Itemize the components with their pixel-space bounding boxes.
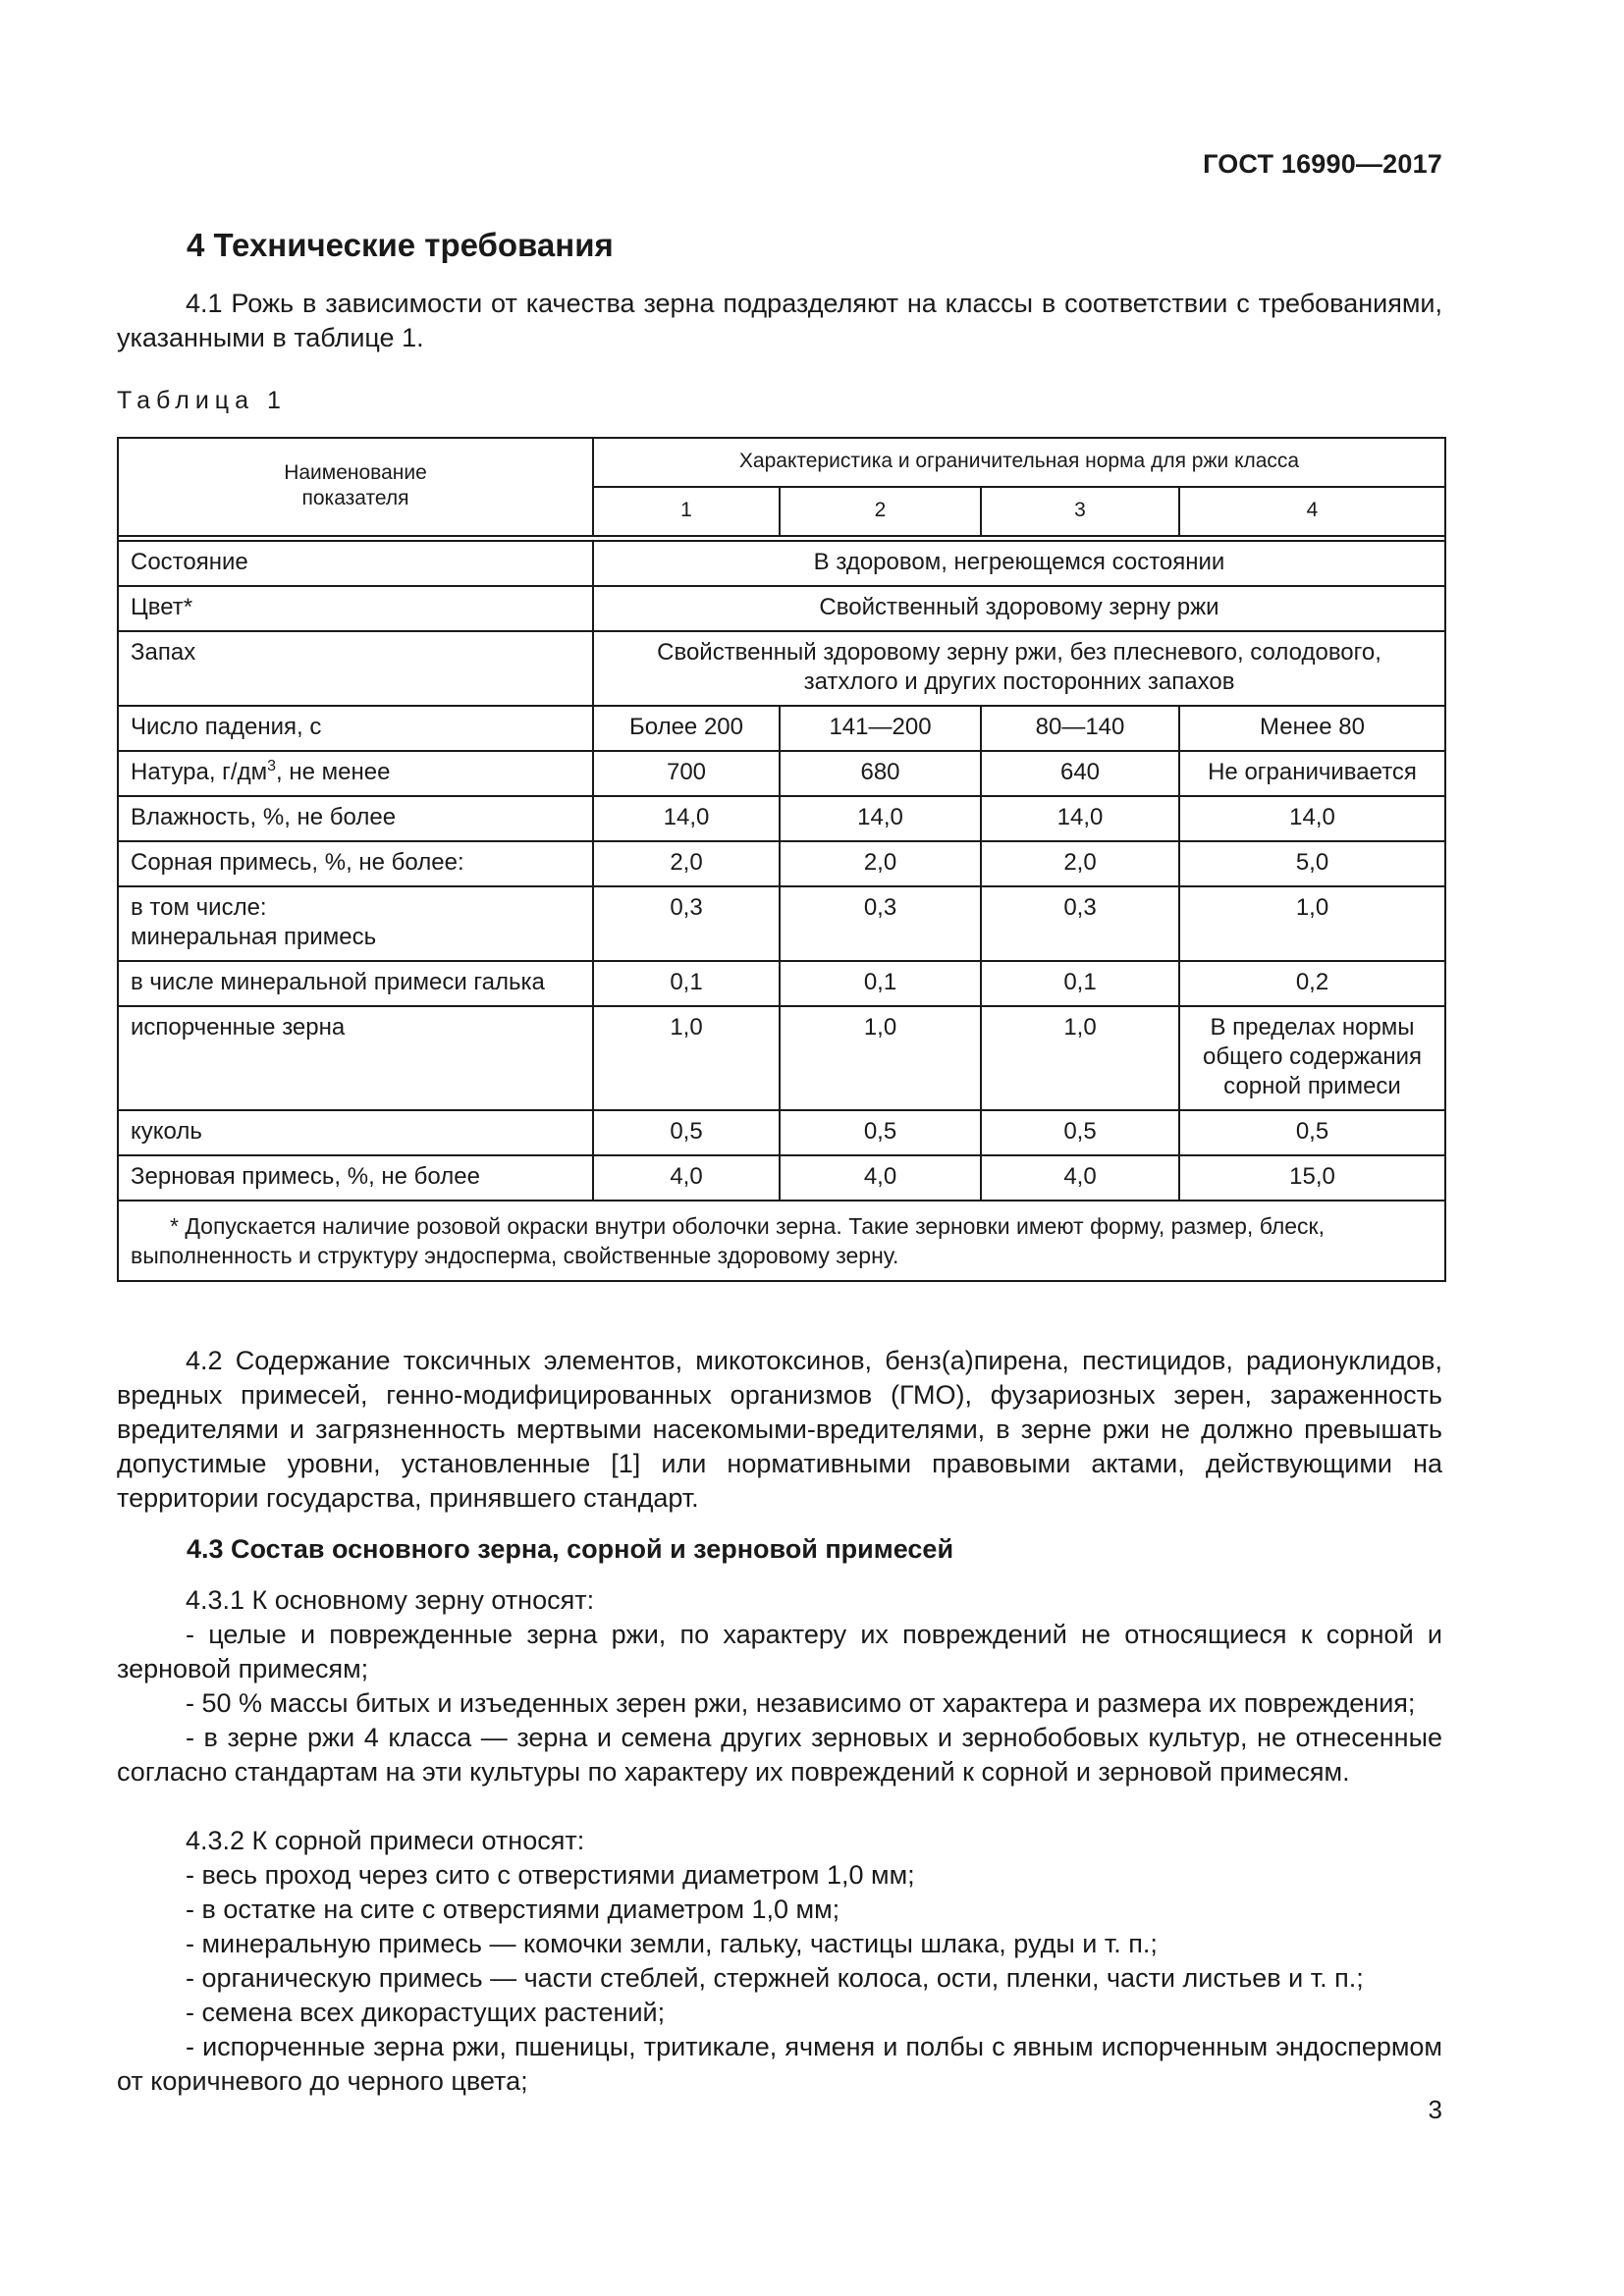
header-class: 1	[593, 487, 780, 536]
table-row	[118, 631, 1445, 706]
table-row	[118, 1155, 1445, 1201]
row-name: Сорная примесь, %, не более:	[118, 841, 593, 886]
requirements-table	[117, 437, 1446, 1282]
row-name: в том числе: минеральная примесь	[118, 886, 593, 961]
paragraph-4-2: 4.2 Содержание токсичных элементов, микотоксинов, бенз(а)пирена, пестицидов, радионуклидов, вредных примесей, генно-модифицированных организмов (ГМО), фузариозных зерен, зараженность вредителями и загрязненность мертвыми насекомыми-вредителями, в зерне ржи не должно превышать допустимые уровни, установленные [1] или нормативными правовыми актами, действующими на территории государства, принявшего стандарт.	[117, 1346, 1442, 1513]
list-item: - испорченные зерна ржи, пшеницы, тритикале, ячменя и полбы с явным испорченным эндоспермом от коричневого до черного цвета;	[117, 2032, 1442, 2096]
cell: 2,0	[780, 841, 981, 886]
cell: Более 200	[593, 706, 780, 751]
subsection-title: 4.3 Состав основного зерна, сорной и зерновой примесей	[187, 1534, 954, 1564]
header-indicator: Наименование показателя	[118, 438, 593, 536]
cell: 0,5	[780, 1110, 981, 1155]
document-code: ГОСТ 16990—2017	[1203, 149, 1442, 179]
table-row	[118, 1110, 1445, 1155]
header-class: 3	[981, 487, 1179, 536]
cell: 0,3	[780, 886, 981, 961]
row-name: испорченные зерна	[118, 1006, 593, 1110]
row-name	[118, 751, 593, 796]
row-name: Запах	[118, 631, 593, 706]
cell: 0,5	[593, 1110, 780, 1155]
section-title: 4 Технические требования	[187, 227, 614, 263]
cell: 640	[981, 751, 1179, 796]
row-name: Число падения, с	[118, 706, 593, 751]
cell: 141—200	[780, 706, 981, 751]
cell: 2,0	[981, 841, 1179, 886]
table-caption: Таблица 1	[117, 387, 287, 414]
cell: 0,1	[981, 961, 1179, 1006]
table-row	[118, 751, 1445, 796]
cell: В пределах нормы общего содержания сорной примеси	[1179, 1006, 1445, 1110]
page-number: 3	[1428, 2095, 1442, 2124]
cell: Не ограничивается	[1179, 751, 1445, 796]
table-row	[118, 706, 1445, 751]
table-row	[118, 841, 1445, 886]
row-value: Свойственный здоровому зерну ржи	[593, 586, 1445, 631]
paragraph-4-1: 4.1 Рожь в зависимости от качества зерна подразделяют на классы в соответствии с требованиями, указанными в таблице 1.	[117, 289, 1442, 352]
table-footnote: * Допускается наличие розовой окраски внутри оболочки зерна. Такие зерновки имеют форму, размер, блеск, выполненность и структуру эндосперма, свойственные здоровому зерну.	[118, 1201, 1445, 1281]
cell: 4,0	[981, 1155, 1179, 1201]
cell: Менее 80	[1179, 706, 1445, 751]
list-item: - органическую примесь — части стеблей, стержней колоса, ости, пленки, части листьев и т. п.;	[186, 1963, 1364, 1993]
header-class: 4	[1179, 487, 1445, 536]
row-name: Состояние	[118, 541, 593, 586]
table-row	[118, 961, 1445, 1006]
cell: 700	[593, 751, 780, 796]
row-name-main: Натура, г/дм	[131, 759, 268, 785]
cell: 14,0	[981, 796, 1179, 841]
list-item: - в остатке на сите с отверстиями диаметром 1,0 мм;	[186, 1895, 840, 1924]
list-item: - минеральную примесь — комочки земли, гальку, частицы шлака, руды и т. п.;	[186, 1929, 1158, 1958]
row-name: в числе минеральной примеси галька	[118, 961, 593, 1006]
cell: 1,0	[1179, 886, 1445, 961]
cell: 680	[780, 751, 981, 796]
header-class-group: Характеристика и ограничительная норма для ржи класса	[593, 438, 1445, 487]
cell: 2,0	[593, 841, 780, 886]
paragraph-4-3-1	[117, 1583, 1442, 1789]
table-row	[118, 586, 1445, 631]
cell: 0,3	[593, 886, 780, 961]
paragraph-lead: 4.3.2 К сорной примеси относят:	[186, 1826, 585, 1855]
cell: 0,1	[593, 961, 780, 1006]
cell: 1,0	[593, 1006, 780, 1110]
cell: 5,0	[1179, 841, 1445, 886]
cell: 1,0	[981, 1006, 1179, 1110]
row-name-sup: 3	[267, 758, 277, 774]
table-row	[118, 541, 1445, 586]
row-name: Влажность, %, не более	[118, 796, 593, 841]
cell: 80—140	[981, 706, 1179, 751]
cell: 0,1	[780, 961, 981, 1006]
header-class: 2	[780, 487, 981, 536]
table-row	[118, 796, 1445, 841]
table-row	[118, 1006, 1445, 1110]
paragraph-4-3-2	[117, 1824, 1442, 2099]
row-value: Свойственный здоровому зерну ржи, без плесневого, солодового, затхлого и других посторонних запахов	[593, 631, 1445, 706]
row-name: Зерновая примесь, %, не более	[118, 1155, 593, 1201]
list-item: - весь проход через сито с отверстиями диаметром 1,0 мм;	[186, 1860, 915, 1890]
cell: 14,0	[593, 796, 780, 841]
cell: 1,0	[780, 1006, 981, 1110]
cell: 4,0	[780, 1155, 981, 1201]
cell: 14,0	[1179, 796, 1445, 841]
cell: 4,0	[593, 1155, 780, 1201]
table-row	[118, 886, 1445, 961]
cell: 0,5	[981, 1110, 1179, 1155]
row-value: В здоровом, негреющемся состоянии	[593, 541, 1445, 586]
cell: 14,0	[780, 796, 981, 841]
paragraph-lead: 4.3.1 К основному зерну относят:	[186, 1585, 595, 1615]
cell: 0,5	[1179, 1110, 1445, 1155]
row-name: Цвет*	[118, 586, 593, 631]
row-name-tail: , не менее	[276, 759, 391, 785]
cell: 0,3	[981, 886, 1179, 961]
list-item: - в зерне ржи 4 класса — зерна и семена других зерновых и зернобобовых культур, не отнесенные согласно стандартам на эти культуры по характеру их повреждений к сорной и зерновой примесям.	[117, 1723, 1442, 1787]
list-item: - целые и поврежденные зерна ржи, по характеру их повреждений не относящиеся к сорной и зерновой примесям;	[117, 1620, 1442, 1683]
cell: 15,0	[1179, 1155, 1445, 1201]
list-item: - семена всех дикорастущих растений;	[186, 1998, 666, 2027]
row-name: куколь	[118, 1110, 593, 1155]
list-item: - 50 % массы битых и изъеденных зерен ржи, независимо от характера и размера их повреждения;	[186, 1688, 1416, 1718]
cell: 0,2	[1179, 961, 1445, 1006]
